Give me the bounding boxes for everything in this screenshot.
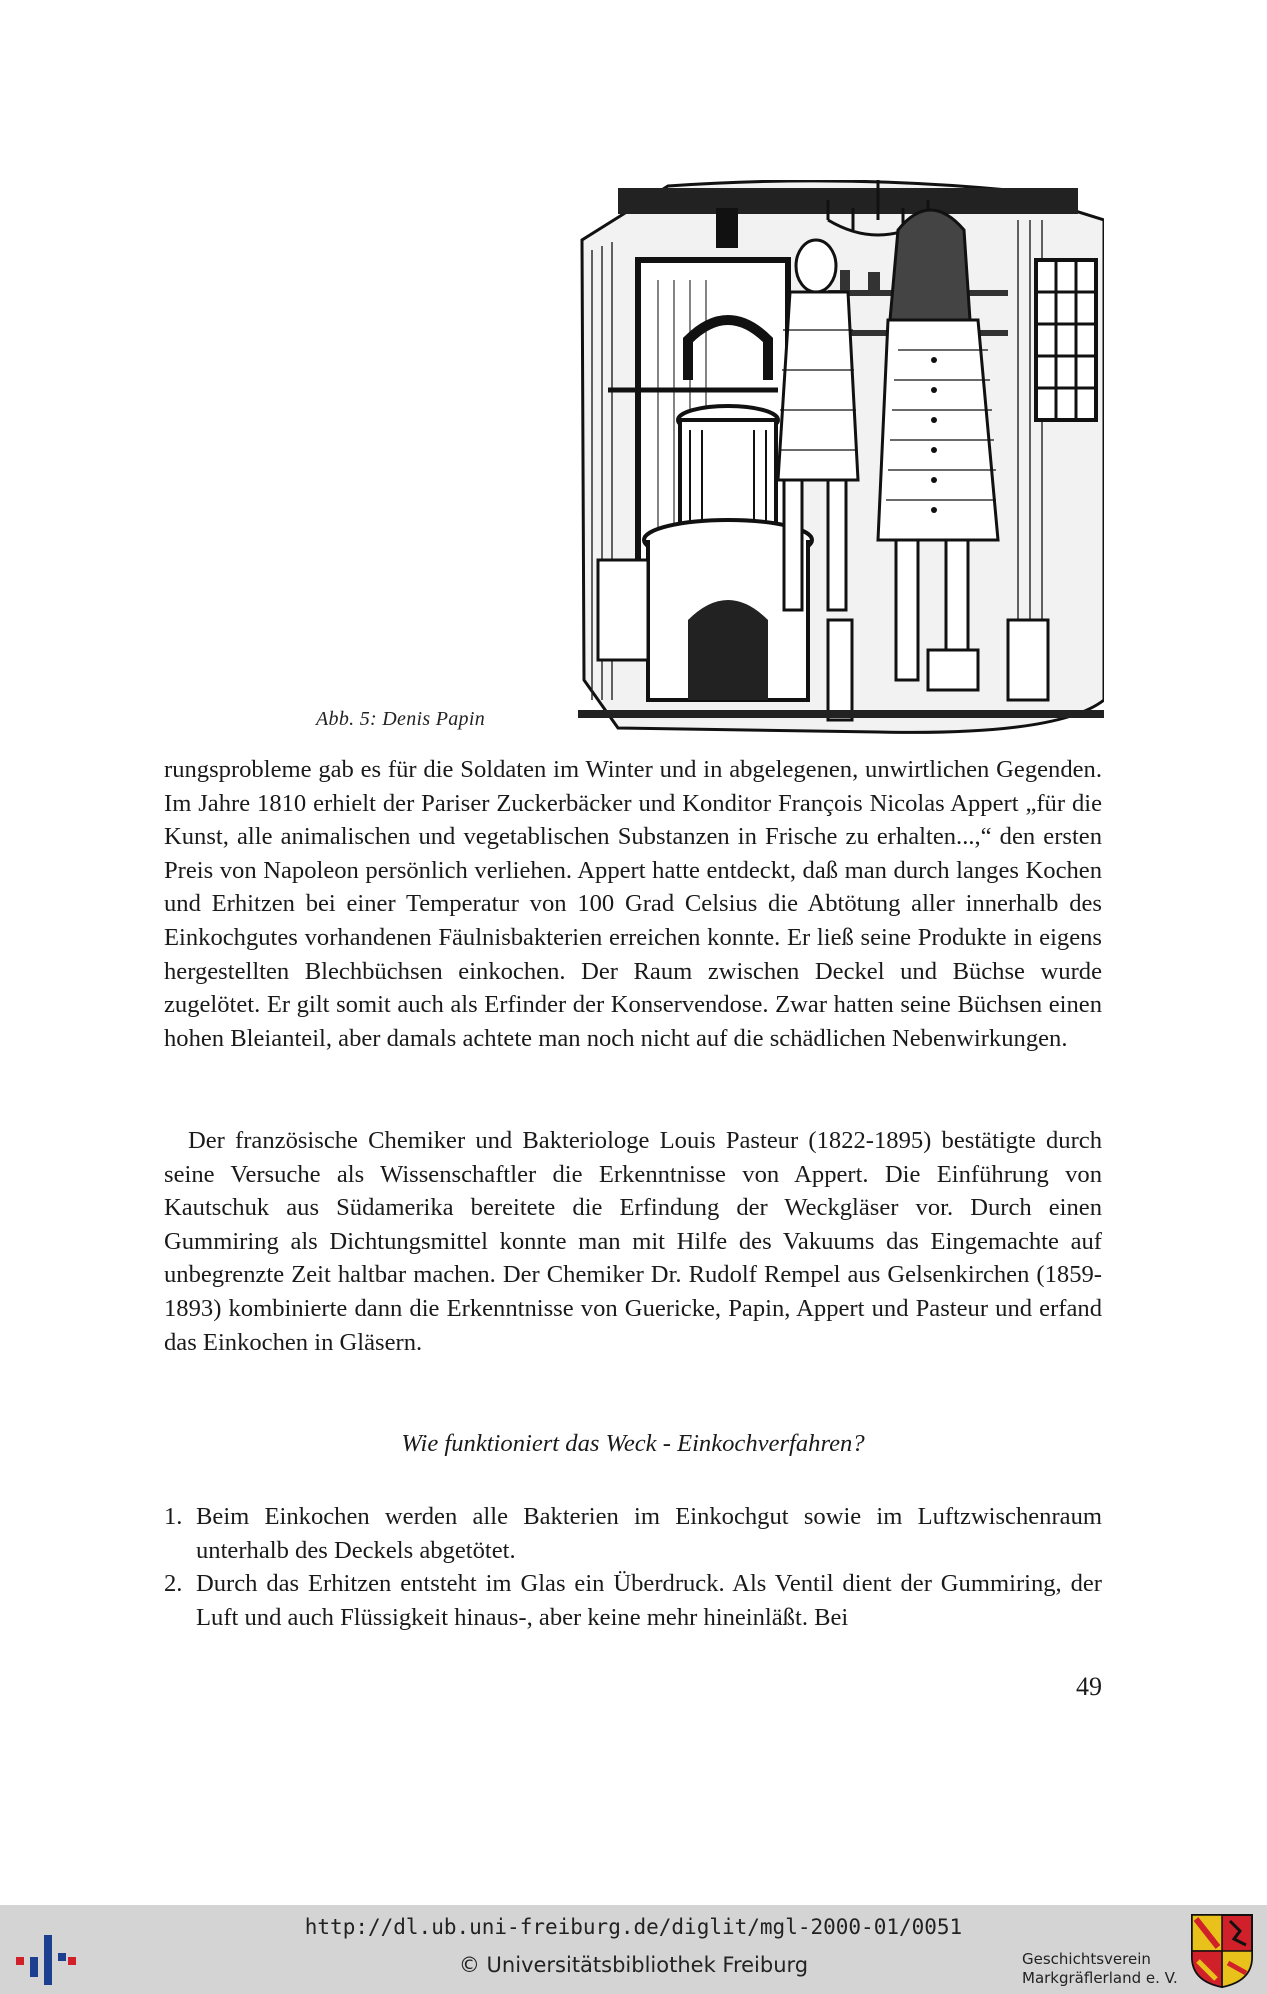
society-name-line-1: Geschichtsverein — [1022, 1950, 1151, 1968]
figure-denis-papin — [578, 180, 1104, 736]
society-name — [1022, 1950, 1178, 1988]
section-heading: Wie funktioniert das Weck - Einkochverfahren? — [401, 1430, 865, 1457]
body-paragraph-2 — [164, 1124, 1102, 1359]
figure-caption: Abb. 5: Denis Papin — [316, 708, 486, 730]
body-paragraph-1 — [164, 753, 1102, 1055]
list-item — [164, 1500, 1102, 1567]
list-item-text: Durch das Erhitzen entsteht im Glas ein Überdruck. Als Ventil dient der Gummiring, der Luft und auch Flüssigkeit hinaus-, aber keine mehr hineinläßt. Bei — [196, 1570, 1102, 1631]
list-item-number: 2. — [164, 1570, 183, 1598]
footer-url-link[interactable]: http://dl.ub.uni-freiburg.de/diglit/mgl-2000-01/0051 — [304, 1915, 963, 1939]
paragraph-text: Der französische Chemiker und Bakteriologe Louis Pasteur (1822-1895) bestätigte durch seine Versuche als Wissenschaftler die Erkenntnisse von Appert. Die Einführung von Kautschuk aus Südamerika bereitete die Erfindung der Weckgläser vor. Durch einen Gummiring als Dichtungsmittel konnte man mit Hilfe des Vakuums das Eingemachte auf unbegrenzte Zeit haltbar machen. Der Chemiker Dr. Rudolf Rempel aus Gelsenkirchen (1859-1893) kombinierte dann die Erkenntnisse von Guericke, Papin, Appert und Pasteur und erfand das Einkochen in Gläsern. — [164, 1127, 1102, 1356]
footer-bar — [0, 1905, 1267, 1994]
page-number: 49 — [1076, 1672, 1102, 1701]
paragraph-text: rungsprobleme gab es für die Soldaten im Winter und in abgelegenen, unwirtlichen Gegenden. Im Jahre 1810 erhielt der Pariser Zuckerbäcker und Konditor François Nicolas Appert „für die Kunst, alle animalischen und vegetablischen Substanzen in Frische zu erhalten...,“ den ersten Preis von Napoleon persönlich verliehen. Appert hatte entdeckt, daß man durch langes Kochen und Erhitzen bei einer Temperatur von 100 Grad Celsius die Abtötung aller innerhalb des Einkochgutes vorhandenen Fäulnisbakterien erreichen konnte. Er ließ seine Produkte in eigens hergestellten Blechbüchsen einkochen. Der Raum zwischen Deckel und Büchse wurde zugelötet. Er gilt somit auch als Erfinder der Konservendose. Zwar hatten seine Büchsen einen hohen Bleianteil, aber damals achtete man noch nicht auf die schädlichen Nebenwirkungen. — [164, 756, 1102, 1052]
list-item-text: Beim Einkochen werden alle Bakterien im Einkochgut sowie im Luftzwischenraum unterhalb des Deckels abgetötet. — [196, 1503, 1102, 1564]
list-item-number: 1. — [164, 1503, 183, 1530]
engraving-illustration — [578, 180, 1104, 736]
footer-copyright: © Universitätsbibliothek Freiburg — [458, 1953, 809, 1977]
list-item — [164, 1567, 1102, 1634]
numbered-list — [164, 1500, 1102, 1634]
coat-of-arms-icon — [1190, 1913, 1254, 1989]
society-name-line-2: Markgräflerland e. V. — [1022, 1969, 1178, 1987]
